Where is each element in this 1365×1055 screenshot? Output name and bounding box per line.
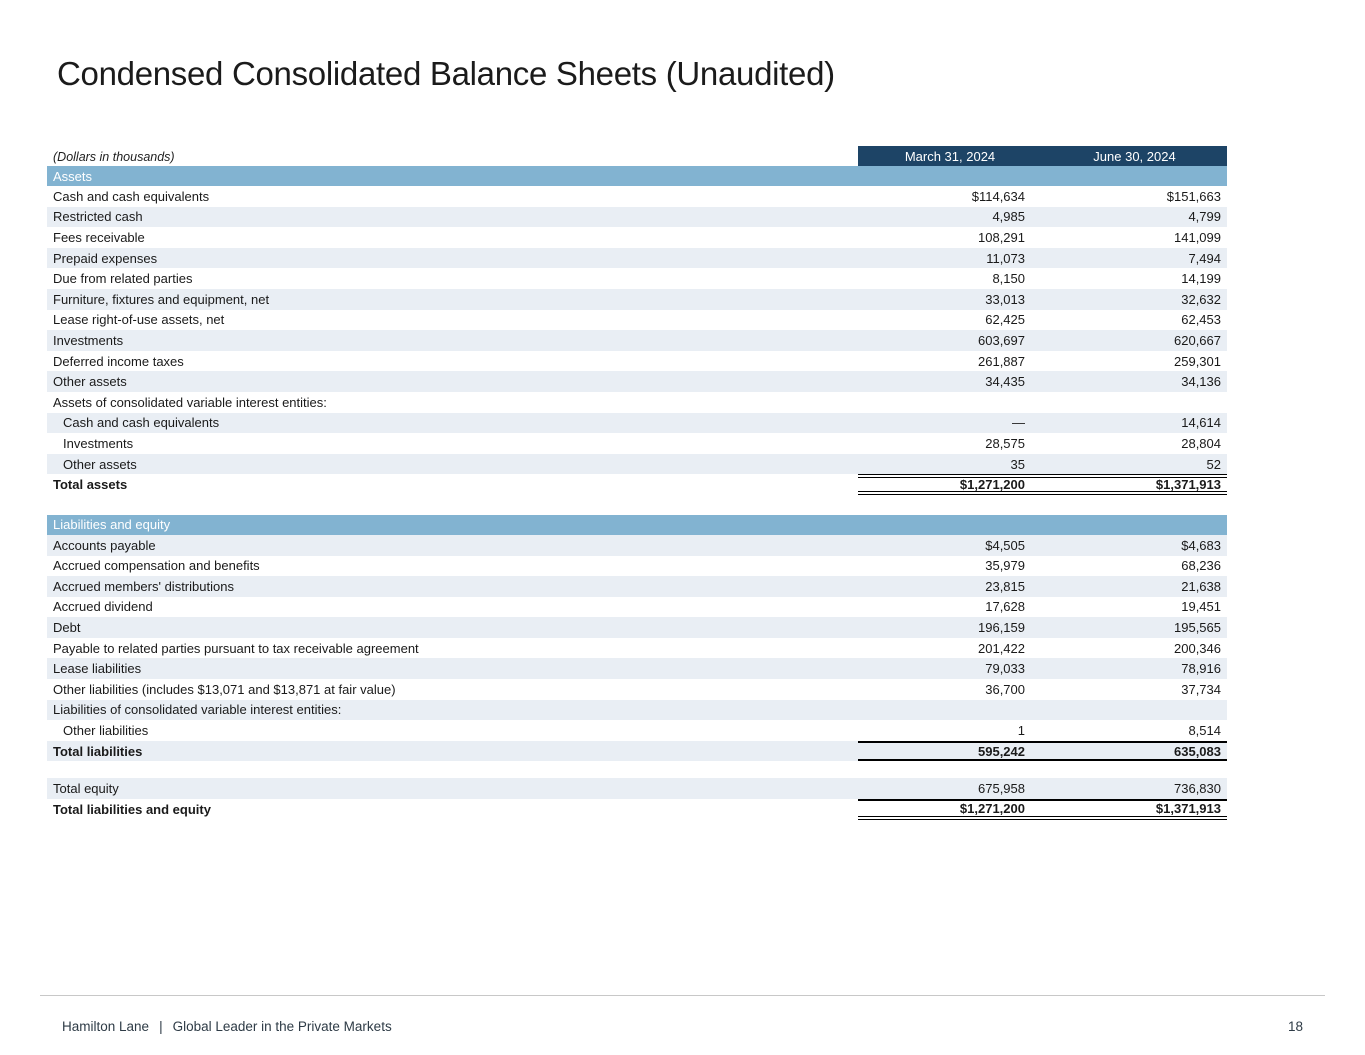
table-row — [47, 330, 1227, 351]
row-label: Debt — [53, 620, 81, 636]
value-march: 17,628 — [985, 599, 1025, 615]
value-march: 196,159 — [978, 620, 1025, 636]
table-row — [47, 310, 1227, 331]
value-june: 259,301 — [1174, 353, 1221, 369]
value-march: 35,979 — [985, 558, 1025, 574]
row-label: Accounts payable — [53, 537, 156, 553]
row-label: Liabilities of consolidated variable interest entities: — [53, 702, 342, 718]
value-june: 14,614 — [1181, 415, 1221, 431]
value-june: 620,667 — [1174, 332, 1221, 348]
value-march: 1 — [1017, 723, 1025, 739]
row-values — [858, 454, 1227, 475]
value-june: 8,514 — [1188, 723, 1221, 739]
row-values — [858, 700, 1227, 721]
row-values — [858, 433, 1227, 454]
row-label: Lease liabilities — [53, 661, 142, 677]
table-row — [47, 186, 1227, 207]
row-values — [858, 207, 1227, 228]
row-values — [858, 268, 1227, 289]
row-label: Investments — [63, 435, 134, 451]
table-row — [47, 248, 1227, 269]
value-june: 21,638 — [1181, 578, 1221, 594]
table-header — [47, 146, 1227, 166]
value-march: 35 — [1010, 456, 1025, 472]
row-values — [858, 351, 1227, 372]
section-gap — [47, 495, 1227, 515]
value-june: 32,632 — [1181, 291, 1221, 307]
value-june: 62,453 — [1181, 312, 1221, 328]
value-march: 23,815 — [985, 578, 1025, 594]
value-june: $1,371,913 — [1155, 800, 1221, 816]
value-march: 201,422 — [978, 640, 1025, 656]
value-march: $114,634 — [971, 188, 1025, 204]
row-values — [858, 330, 1227, 351]
row-label: Prepaid expenses — [53, 250, 158, 266]
value-june: 200,346 — [1174, 640, 1221, 656]
column-header-march: March 31, 2024 — [904, 148, 996, 164]
value-june: 14,199 — [1181, 271, 1221, 287]
row-values — [858, 310, 1227, 331]
row-label: Fees receivable — [53, 229, 145, 245]
value-june: 635,083 — [1174, 743, 1221, 759]
table-row — [47, 535, 1227, 556]
value-march: $4,505 — [985, 537, 1025, 553]
value-june: 78,916 — [1181, 661, 1221, 677]
row-values — [858, 741, 1227, 762]
table-row — [47, 268, 1227, 289]
table-row — [47, 227, 1227, 248]
table-row — [47, 700, 1227, 721]
row-values — [858, 289, 1227, 310]
footer-divider — [40, 995, 1325, 996]
row-values — [858, 799, 1227, 820]
value-june: $4,683 — [1181, 537, 1221, 553]
value-june: 195,565 — [1174, 620, 1221, 636]
row-label: Accrued members' distributions — [53, 578, 234, 594]
row-values — [858, 778, 1227, 799]
table-row — [47, 576, 1227, 597]
table-row — [47, 474, 1227, 495]
table-row — [47, 658, 1227, 679]
row-values — [858, 679, 1227, 700]
value-june: 141,099 — [1174, 229, 1221, 245]
spacer-row — [47, 761, 1227, 778]
value-june: 19,451 — [1181, 599, 1221, 615]
balance-sheet-table — [47, 146, 1227, 820]
value-june: 52 — [1206, 456, 1221, 472]
row-label: Furniture, fixtures and equipment, net — [53, 291, 270, 307]
table-row — [47, 371, 1227, 392]
value-march: $1,271,200 — [959, 477, 1025, 493]
section-band: Assets — [47, 166, 1227, 186]
table-row — [47, 720, 1227, 741]
row-label: Assets of consolidated variable interest entities: — [53, 394, 327, 410]
row-values — [858, 227, 1227, 248]
row-label: Investments — [53, 332, 124, 348]
table-row — [47, 778, 1227, 799]
row-values — [858, 474, 1227, 495]
row-label: Total liabilities — [53, 743, 143, 759]
row-label: Total liabilities and equity — [53, 801, 211, 817]
table-row — [47, 289, 1227, 310]
footer-brand: Hamilton Lane — [62, 1019, 150, 1034]
table-row — [47, 556, 1227, 577]
row-label: Other assets — [53, 374, 127, 390]
value-march: 4,985 — [992, 209, 1025, 225]
date-column-headers — [858, 146, 1227, 166]
table-row — [47, 799, 1227, 820]
table-row — [47, 617, 1227, 638]
value-march: $1,271,200 — [959, 800, 1025, 816]
row-label: Total assets — [53, 477, 128, 493]
table-row — [47, 454, 1227, 475]
footer-separator: | — [159, 1019, 163, 1034]
row-label: Other liabilities — [63, 723, 149, 739]
value-june: 37,734 — [1181, 681, 1221, 697]
row-label: Payable to related parties pursuant to tax receivable agreement — [53, 640, 419, 656]
value-march: 261,887 — [978, 353, 1025, 369]
footer-tagline: Global Leader in the Private Markets — [172, 1019, 392, 1034]
value-march: 595,242 — [978, 743, 1025, 759]
value-march: 36,700 — [985, 681, 1025, 697]
units-note: (Dollars in thousands) — [53, 150, 175, 164]
value-march: 603,697 — [978, 332, 1025, 348]
row-label: Lease right-of-use assets, net — [53, 312, 225, 328]
table-row — [47, 433, 1227, 454]
row-values — [858, 617, 1227, 638]
value-june: 68,236 — [1181, 558, 1221, 574]
value-march: 8,150 — [992, 271, 1025, 287]
row-label: Cash and cash equivalents — [63, 415, 220, 431]
section-band: Liabilities and equity — [47, 515, 1227, 535]
table-row — [47, 207, 1227, 228]
value-march: 33,013 — [985, 291, 1025, 307]
value-june: 34,136 — [1181, 374, 1221, 390]
row-values — [858, 597, 1227, 618]
table-row — [47, 679, 1227, 700]
row-label: Accrued dividend — [53, 599, 153, 615]
value-june: $1,371,913 — [1155, 477, 1221, 493]
row-label: Other assets — [63, 456, 137, 472]
row-label: Due from related parties — [53, 271, 193, 287]
row-label: Other liabilities (includes $13,071 and $13,871 at fair value) — [53, 681, 396, 697]
value-june: $151,663 — [1166, 188, 1221, 204]
value-june: 7,494 — [1188, 250, 1221, 266]
value-march: 675,958 — [978, 781, 1025, 797]
row-values — [858, 371, 1227, 392]
row-label: Cash and cash equivalents — [53, 188, 210, 204]
page-number: 18 — [1287, 1019, 1303, 1034]
value-june: 28,804 — [1181, 435, 1221, 451]
table-row — [47, 392, 1227, 413]
table-row — [47, 351, 1227, 372]
value-june: 736,830 — [1174, 781, 1221, 797]
value-june: 4,799 — [1188, 209, 1221, 225]
footer — [62, 1019, 392, 1034]
row-values — [858, 720, 1227, 741]
value-march: 108,291 — [978, 229, 1025, 245]
value-march: 62,425 — [985, 312, 1025, 328]
value-march: 11,073 — [986, 250, 1025, 266]
row-values — [858, 413, 1227, 434]
row-label: Deferred income taxes — [53, 353, 184, 369]
table-body — [47, 166, 1227, 820]
value-march: 28,575 — [985, 435, 1025, 451]
value-march: — — [1012, 415, 1025, 431]
value-march: 79,033 — [985, 661, 1025, 677]
value-march: 34,435 — [985, 374, 1025, 390]
row-values — [858, 576, 1227, 597]
row-values — [858, 658, 1227, 679]
table-row — [47, 413, 1227, 434]
row-label: Accrued compensation and benefits — [53, 558, 260, 574]
row-values — [858, 248, 1227, 269]
row-label: Restricted cash — [53, 209, 143, 225]
row-values — [858, 535, 1227, 556]
table-row — [47, 638, 1227, 659]
row-values — [858, 392, 1227, 413]
row-values — [858, 638, 1227, 659]
page-title: Condensed Consolidated Balance Sheets (Unaudited) — [57, 55, 835, 92]
table-row — [47, 741, 1227, 762]
column-header-june: June 30, 2024 — [1093, 148, 1176, 164]
row-values — [858, 186, 1227, 207]
row-values — [858, 556, 1227, 577]
row-label: Total equity — [53, 781, 119, 797]
table-row — [47, 597, 1227, 618]
